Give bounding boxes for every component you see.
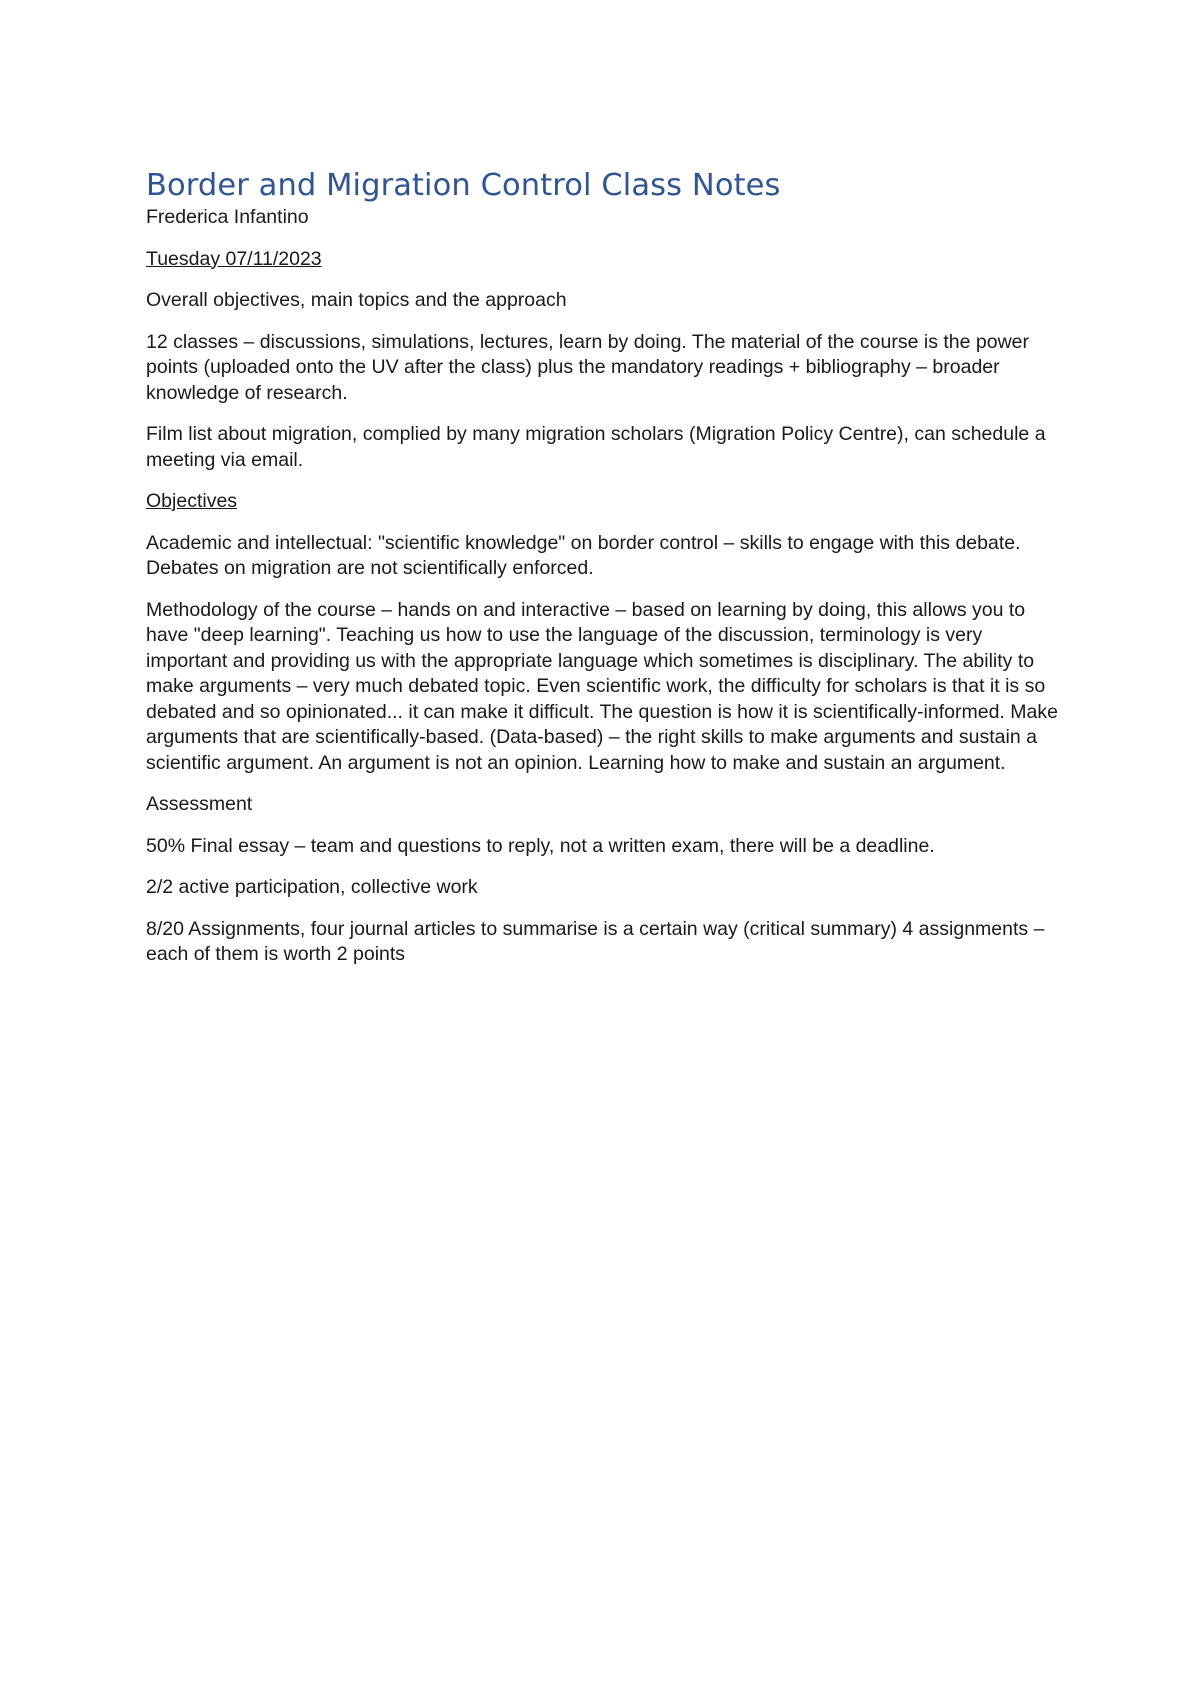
film-list-paragraph: Film list about migration, complied by many migration scholars (Migration Policy Centre), can schedule a meeting via email. xyxy=(146,423,1046,471)
objectives-heading: Objectives xyxy=(146,490,238,512)
document-title: Border and Migration Control Class Notes xyxy=(146,168,781,203)
assessment-item: 50% Final essay – team and questions to reply, not a written exam, there will be a deadline. xyxy=(146,834,935,857)
methodology-paragraph: Methodology of the course – hands on and interactive – based on learning by doing, this allows you to have "deep learning". Teaching us how to use the language of the discussion, terminology is very important and providing us with the appropriate language which sometimes is disciplinary. The ability to make arguments – very much debated topic. Even scientific work, the difficulty for scholars is that it is so debated and so opinionated... it can make it difficult. The question is how it is scientifically-informed. Make arguments that are scientifically-based. (Data-based) – the right skills to make arguments and sustain a scientific argument. An argument is not an opinion. Learning how to make and sustain an argument. xyxy=(146,598,1058,774)
date-heading: Tuesday 07/11/2023 xyxy=(146,247,322,270)
course-description-paragraph: 12 classes – discussions, simulations, lectures, learn by doing. The material of the course is the power points (uploaded onto the UV after the class) plus the mandatory readings + bibliography – broader knowledge of research. xyxy=(146,330,1029,404)
document-body xyxy=(146,167,1066,984)
intro-paragraph: Overall objectives, main topics and the approach xyxy=(146,289,567,311)
objectives-paragraph: Academic and intellectual: "scientific knowledge" on border control – skills to engage with this debate. Debates on migration are not scientifically enforced. xyxy=(146,531,1021,579)
assessment-item: 2/2 active participation, collective work xyxy=(146,876,478,898)
assessment-item: 8/20 Assignments, four journal articles to summarise is a certain way (critical summary) 4 assignments – each of them is worth 2 points xyxy=(146,917,1045,965)
document-author: Frederica Infantino xyxy=(146,206,309,228)
assessment-heading: Assessment xyxy=(146,793,253,815)
